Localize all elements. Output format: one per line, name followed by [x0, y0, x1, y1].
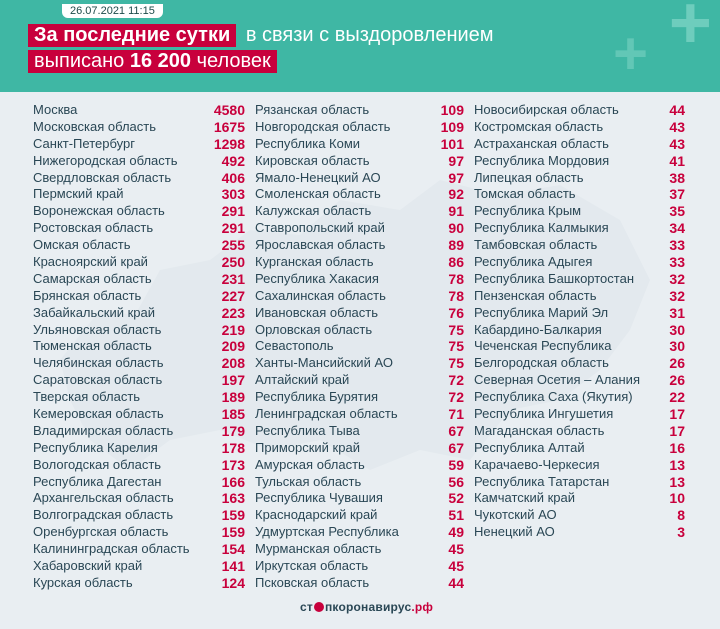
recovered-count: 75 [448, 355, 464, 372]
region-name: Республика Хакасия [255, 270, 379, 286]
region-name: Рязанская область [255, 102, 370, 117]
region-name: Оренбургская область [33, 524, 169, 540]
region-row [33, 490, 245, 507]
region-row [474, 322, 685, 339]
region-name: Республика Марий Эл [474, 304, 609, 320]
region-name: Москва [33, 102, 78, 117]
headline-text: в связи с выздоровлением [245, 24, 494, 46]
headline-total-pre: выписано [34, 50, 125, 72]
region-row [255, 136, 464, 153]
region-name: Республика Алтай [474, 439, 585, 455]
region-row [255, 541, 464, 558]
region-row [33, 389, 245, 406]
region-row [474, 288, 685, 305]
plus-decoration-icon: + [612, 20, 648, 87]
region-row [255, 423, 464, 440]
recovered-count: 44 [448, 574, 464, 591]
region-row [255, 406, 464, 423]
recovered-count: 17 [669, 422, 685, 439]
region-name: Белгородская область [474, 355, 609, 371]
region-row [255, 220, 464, 237]
region-name: Севастополь [255, 338, 334, 354]
recovered-count: 92 [448, 186, 464, 203]
recovered-count: 34 [669, 220, 685, 237]
region-name: Приморский край [255, 439, 360, 455]
region-name: Омская область [33, 237, 131, 253]
region-row [474, 237, 685, 254]
recovered-count: 43 [669, 118, 685, 135]
recovered-count: 303 [221, 186, 245, 203]
region-column-2 [255, 102, 464, 592]
recovered-count: 41 [669, 152, 685, 169]
recovered-count: 71 [448, 406, 464, 423]
recovered-count: 16 [669, 439, 685, 456]
region-row [474, 474, 685, 491]
logo-text-middle: пкоронавирус [324, 600, 412, 614]
recovered-count: 31 [669, 304, 685, 321]
recovered-count: 51 [448, 507, 464, 524]
region-name: Орловская область [255, 321, 373, 337]
region-row [474, 355, 685, 372]
recovered-count: 44 [669, 102, 685, 118]
recovered-count: 72 [448, 389, 464, 406]
region-name: Калужская область [255, 203, 372, 219]
region-name: Тюменская область [33, 338, 152, 354]
recovered-count: 227 [221, 287, 245, 304]
region-row [474, 338, 685, 355]
recovered-count: 173 [221, 456, 245, 473]
recovered-count: 75 [448, 338, 464, 355]
region-row [33, 153, 245, 170]
recovered-count: 67 [448, 439, 464, 456]
recovered-count: 26 [669, 355, 685, 372]
region-row [255, 389, 464, 406]
region-row [33, 507, 245, 524]
headline-total-number: 16 200 [129, 50, 192, 72]
region-row [33, 271, 245, 288]
region-row [255, 507, 464, 524]
recovered-count: 33 [669, 237, 685, 254]
region-name: Республика Крым [474, 203, 582, 219]
region-row [255, 119, 464, 136]
timestamp: 26.07.2021 11:15 [62, 4, 163, 18]
region-name: Тамбовская область [474, 237, 598, 253]
region-row [33, 440, 245, 457]
region-row [255, 490, 464, 507]
region-row [255, 440, 464, 457]
region-row [33, 136, 245, 153]
recovered-count: 49 [448, 524, 464, 541]
headline-highlight: За последние сутки [28, 24, 236, 47]
region-row [474, 507, 685, 524]
region-name: Пермский край [33, 186, 124, 202]
region-row [255, 170, 464, 187]
region-row [33, 203, 245, 220]
region-row [33, 575, 245, 592]
recovered-count: 59 [448, 456, 464, 473]
region-name: Томская область [474, 186, 576, 202]
region-row [33, 186, 245, 203]
recovered-count: 78 [448, 287, 464, 304]
region-row [255, 305, 464, 322]
region-name: Смоленская область [255, 186, 381, 202]
recovered-count: 101 [440, 135, 464, 152]
region-name: Пензенская область [474, 287, 597, 303]
recovered-count: 38 [669, 169, 685, 186]
region-name: Краснодарский край [255, 507, 378, 523]
region-name: Республика Тыва [255, 422, 360, 438]
region-name: Волгоградская область [33, 507, 174, 523]
region-name: Мурманская область [255, 541, 382, 557]
region-row [33, 474, 245, 491]
recovered-count: 159 [221, 507, 245, 524]
region-row [255, 237, 464, 254]
region-row [33, 288, 245, 305]
recovered-count: 89 [448, 237, 464, 254]
region-row [474, 389, 685, 406]
region-row [33, 170, 245, 187]
region-row [33, 237, 245, 254]
region-name: Санкт-Петербург [33, 135, 135, 151]
recovered-count: 8 [677, 507, 685, 524]
recovered-count: 86 [448, 254, 464, 271]
plus-decoration-icon: + [668, 0, 712, 64]
recovered-count: 124 [221, 574, 245, 591]
region-name: Республика Калмыкия [474, 220, 609, 236]
recovered-count: 26 [669, 372, 685, 389]
recovered-count: 159 [221, 524, 245, 541]
region-name: Республика Карелия [33, 439, 158, 455]
region-name: Ханты-Мансийский АО [255, 355, 393, 371]
recovered-count: 185 [221, 406, 245, 423]
stop-sign-icon [314, 602, 324, 612]
region-name: Камчатский край [474, 490, 575, 506]
region-row [33, 102, 245, 119]
recovered-count: 10 [669, 490, 685, 507]
recovered-count: 30 [669, 321, 685, 338]
recovered-count: 109 [440, 118, 464, 135]
region-name: Республика Адыгея [474, 254, 593, 270]
headline-line-1 [28, 24, 498, 47]
recovered-count: 109 [440, 102, 464, 118]
recovered-count: 17 [669, 406, 685, 423]
region-name: Брянская область [33, 287, 142, 303]
region-name: Республика Дагестан [33, 473, 162, 489]
region-row [255, 457, 464, 474]
region-name: Алтайский край [255, 372, 350, 388]
region-row [255, 102, 464, 119]
logo-text-start: ст [300, 600, 313, 614]
recovered-count: 75 [448, 321, 464, 338]
recovered-count: 43 [669, 135, 685, 152]
region-name: Республика Коми [255, 135, 361, 151]
region-row [474, 305, 685, 322]
region-row [255, 524, 464, 541]
recovered-count: 197 [221, 372, 245, 389]
recovered-count: 219 [221, 321, 245, 338]
region-name: Челябинская область [33, 355, 164, 371]
recovered-count: 492 [221, 152, 245, 169]
region-name: Хабаровский край [33, 558, 143, 574]
header-banner [0, 0, 720, 92]
region-name: Новосибирская область [474, 102, 619, 117]
region-row [255, 153, 464, 170]
region-row [474, 119, 685, 136]
recovered-count: 223 [221, 304, 245, 321]
recovered-count: 91 [448, 203, 464, 220]
region-name: Курганская область [255, 254, 374, 270]
recovered-count: 78 [448, 270, 464, 287]
region-row [474, 254, 685, 271]
region-row [33, 457, 245, 474]
region-name: Ивановская область [255, 304, 378, 320]
headline-total-post: человек [196, 50, 271, 72]
region-name: Магаданская область [474, 422, 605, 438]
recovered-count: 141 [221, 558, 245, 575]
region-name: Липецкая область [474, 169, 584, 185]
region-row [33, 220, 245, 237]
region-row [474, 102, 685, 119]
site-logo [300, 600, 433, 614]
region-row [33, 119, 245, 136]
region-row [474, 186, 685, 203]
region-row [255, 558, 464, 575]
region-name: Республика Чувашия [255, 490, 383, 506]
recovered-count: 178 [221, 439, 245, 456]
region-name: Сахалинская область [255, 287, 386, 303]
recovered-count: 33 [669, 254, 685, 271]
region-name: Костромская область [474, 118, 604, 134]
region-name: Чукотский АО [474, 507, 557, 523]
recovered-count: 35 [669, 203, 685, 220]
region-name: Нижегородская область [33, 152, 178, 168]
region-row [255, 203, 464, 220]
recovered-count: 179 [221, 422, 245, 439]
region-row [255, 288, 464, 305]
region-row [474, 170, 685, 187]
region-row [255, 338, 464, 355]
recovered-count: 56 [448, 473, 464, 490]
region-row [33, 338, 245, 355]
recovered-count: 189 [221, 389, 245, 406]
region-row [474, 271, 685, 288]
region-column-3 [474, 102, 685, 541]
region-name: Республика Саха (Якутия) [474, 389, 633, 405]
region-row [474, 524, 685, 541]
recovered-count: 291 [221, 220, 245, 237]
region-row [33, 305, 245, 322]
region-row [33, 322, 245, 339]
headline-total [28, 50, 277, 73]
recovered-count: 72 [448, 372, 464, 389]
recovered-count: 13 [669, 456, 685, 473]
region-row [255, 271, 464, 288]
recovered-count: 32 [669, 270, 685, 287]
recovered-count: 208 [221, 355, 245, 372]
region-row [33, 558, 245, 575]
region-row [33, 254, 245, 271]
recovered-count: 250 [221, 254, 245, 271]
region-name: Республика Бурятия [255, 389, 379, 405]
recovered-count: 1675 [213, 118, 245, 135]
region-name: Красноярский край [33, 254, 148, 270]
region-row [474, 423, 685, 440]
region-row [255, 372, 464, 389]
region-column-1 [33, 102, 245, 592]
region-name: Новгородская область [255, 118, 391, 134]
recovered-count: 154 [221, 541, 245, 558]
region-row [33, 423, 245, 440]
region-name: Чеченская Республика [474, 338, 612, 354]
recovered-count: 67 [448, 422, 464, 439]
logo-text-domain: .рф [411, 600, 434, 614]
region-name: Свердловская область [33, 169, 172, 185]
recovered-count: 52 [448, 490, 464, 507]
region-name: Кировская область [255, 152, 370, 168]
region-row [474, 406, 685, 423]
region-name: Республика Башкортостан [474, 270, 634, 286]
region-name: Саратовская область [33, 372, 163, 388]
region-name: Вологодская область [33, 456, 162, 472]
region-name: Ненецкий АО [474, 524, 555, 540]
region-row [255, 186, 464, 203]
region-row [33, 524, 245, 541]
region-name: Амурская область [255, 456, 365, 472]
recovered-count: 90 [448, 220, 464, 237]
region-row [33, 541, 245, 558]
region-name: Астраханская область [474, 135, 609, 151]
region-name: Республика Татарстан [474, 473, 610, 489]
region-name: Ленинградская область [255, 406, 398, 422]
region-name: Московская область [33, 118, 157, 134]
region-row [33, 372, 245, 389]
recovered-count: 406 [221, 169, 245, 186]
region-row [33, 406, 245, 423]
recovered-count: 231 [221, 270, 245, 287]
recovered-count: 13 [669, 473, 685, 490]
region-row [474, 220, 685, 237]
region-name: Забайкальский край [33, 304, 156, 320]
recovered-count: 291 [221, 203, 245, 220]
region-name: Тульская область [255, 473, 362, 489]
recovered-count: 1298 [213, 135, 245, 152]
region-name: Калининградская область [33, 541, 190, 557]
region-name: Архангельская область [33, 490, 174, 506]
recovered-count: 163 [221, 490, 245, 507]
recovered-count: 255 [221, 237, 245, 254]
region-name: Воронежская область [33, 203, 165, 219]
region-row [33, 355, 245, 372]
region-name: Ульяновская область [33, 321, 162, 337]
recovered-count: 4580 [213, 102, 245, 118]
recovered-count: 22 [669, 389, 685, 406]
region-row [255, 322, 464, 339]
region-row [255, 474, 464, 491]
recovered-count: 97 [448, 169, 464, 186]
region-row [474, 203, 685, 220]
region-name: Курская область [33, 574, 133, 590]
region-name: Ярославская область [255, 237, 386, 253]
region-name: Удмуртская Республика [255, 524, 399, 540]
recovered-count: 97 [448, 152, 464, 169]
region-name: Владимирская область [33, 422, 174, 438]
recovered-count: 30 [669, 338, 685, 355]
region-name: Самарская область [33, 270, 152, 286]
recovered-count: 3 [677, 524, 685, 541]
region-name: Псковская область [255, 574, 370, 590]
region-row [474, 490, 685, 507]
region-name: Тверская область [33, 389, 141, 405]
recovered-count: 166 [221, 473, 245, 490]
region-name: Северная Осетия – Алания [474, 372, 640, 388]
region-name: Республика Ингушетия [474, 406, 614, 422]
recovered-count: 76 [448, 304, 464, 321]
region-name: Ямало-Ненецкий АО [255, 169, 381, 185]
region-row [474, 153, 685, 170]
region-row [474, 440, 685, 457]
region-name: Республика Мордовия [474, 152, 610, 168]
region-name: Кемеровская область [33, 406, 164, 422]
region-name: Кабардино-Балкария [474, 321, 602, 337]
region-name: Ростовская область [33, 220, 154, 236]
region-name: Иркутская область [255, 558, 369, 574]
recovered-count: 209 [221, 338, 245, 355]
region-row [255, 575, 464, 592]
headline-line-2 [28, 50, 277, 73]
recovered-count: 37 [669, 186, 685, 203]
recovered-count: 45 [448, 558, 464, 575]
region-row [255, 254, 464, 271]
region-name: Ставропольский край [255, 220, 385, 236]
region-row [255, 355, 464, 372]
region-name: Карачаево-Черкесия [474, 456, 600, 472]
recovered-count: 45 [448, 541, 464, 558]
recovered-count: 32 [669, 287, 685, 304]
region-row [474, 372, 685, 389]
region-row [474, 457, 685, 474]
region-row [474, 136, 685, 153]
